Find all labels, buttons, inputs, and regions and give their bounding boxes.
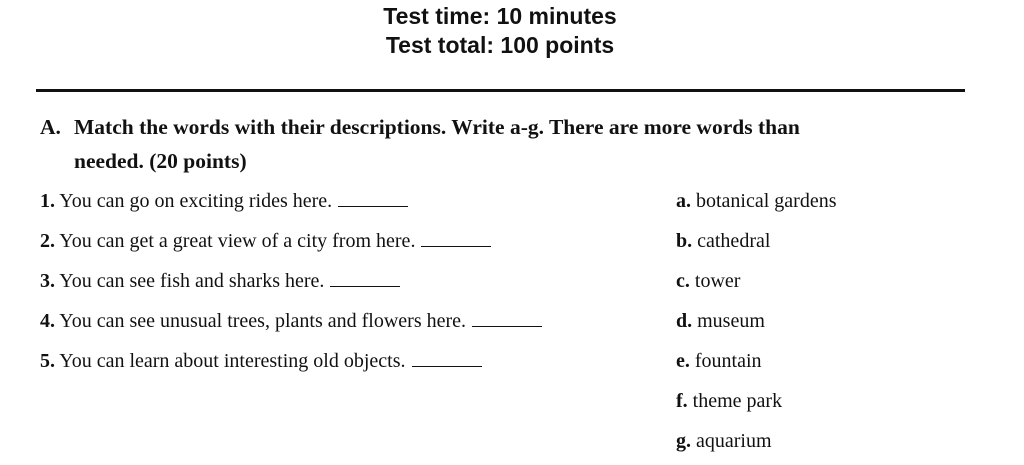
answer-option — [676, 224, 976, 264]
question-item — [40, 224, 660, 264]
question-text: You can get a great view of a city from here. — [59, 230, 416, 252]
test-time: Test time: 10 minutes — [383, 3, 617, 29]
question-text: You can see unusual trees, plants and flowers here. — [59, 310, 467, 332]
option-letter: f. — [676, 390, 688, 412]
option-text: tower — [694, 270, 741, 292]
answer-option — [676, 384, 976, 424]
answer-options-list — [676, 184, 976, 464]
question-number: 2. — [40, 230, 55, 252]
question-list — [40, 184, 660, 384]
question-number: 4. — [40, 310, 55, 332]
answer-blank[interactable] — [472, 310, 542, 327]
answer-blank[interactable] — [338, 190, 408, 207]
question-item — [40, 344, 660, 384]
answer-option — [676, 424, 976, 464]
answer-option — [676, 344, 976, 384]
option-text: museum — [697, 310, 765, 332]
instruction-line-1: Match the words with their descriptions. Write a-g. There are more words than — [74, 115, 800, 139]
question-number: 5. — [40, 350, 55, 372]
answer-option — [676, 304, 976, 344]
option-text: theme park — [692, 390, 783, 412]
divider — [36, 89, 965, 92]
question-text: You can learn about interesting old objects. — [59, 350, 406, 372]
question-item — [40, 264, 660, 304]
question-item — [40, 184, 660, 224]
section-letter: A. — [40, 115, 61, 139]
section-a-instructions — [40, 110, 960, 178]
option-letter: c. — [676, 270, 690, 292]
question-number: 3. — [40, 270, 55, 292]
option-text: botanical gardens — [696, 190, 837, 212]
question-number: 1. — [40, 190, 55, 212]
option-letter: b. — [676, 230, 693, 252]
question-text: You can see fish and sharks here. — [59, 270, 325, 292]
option-letter: a. — [676, 190, 691, 212]
option-text: fountain — [694, 350, 762, 372]
answer-blank[interactable] — [330, 270, 400, 287]
option-letter: d. — [676, 310, 693, 332]
answer-blank[interactable] — [412, 350, 482, 367]
option-letter: e. — [676, 350, 690, 372]
question-text: You can go on exciting rides here. — [59, 190, 333, 212]
answer-option — [676, 184, 976, 224]
answer-blank[interactable] — [421, 230, 491, 247]
option-text: aquarium — [696, 430, 772, 452]
answer-option — [676, 264, 976, 304]
test-total: Test total: 100 points — [385, 32, 615, 58]
option-text: cathedral — [697, 230, 771, 252]
question-item — [40, 304, 660, 344]
option-letter: g. — [676, 430, 691, 452]
instruction-line-2: needed. (20 points) — [74, 149, 247, 173]
